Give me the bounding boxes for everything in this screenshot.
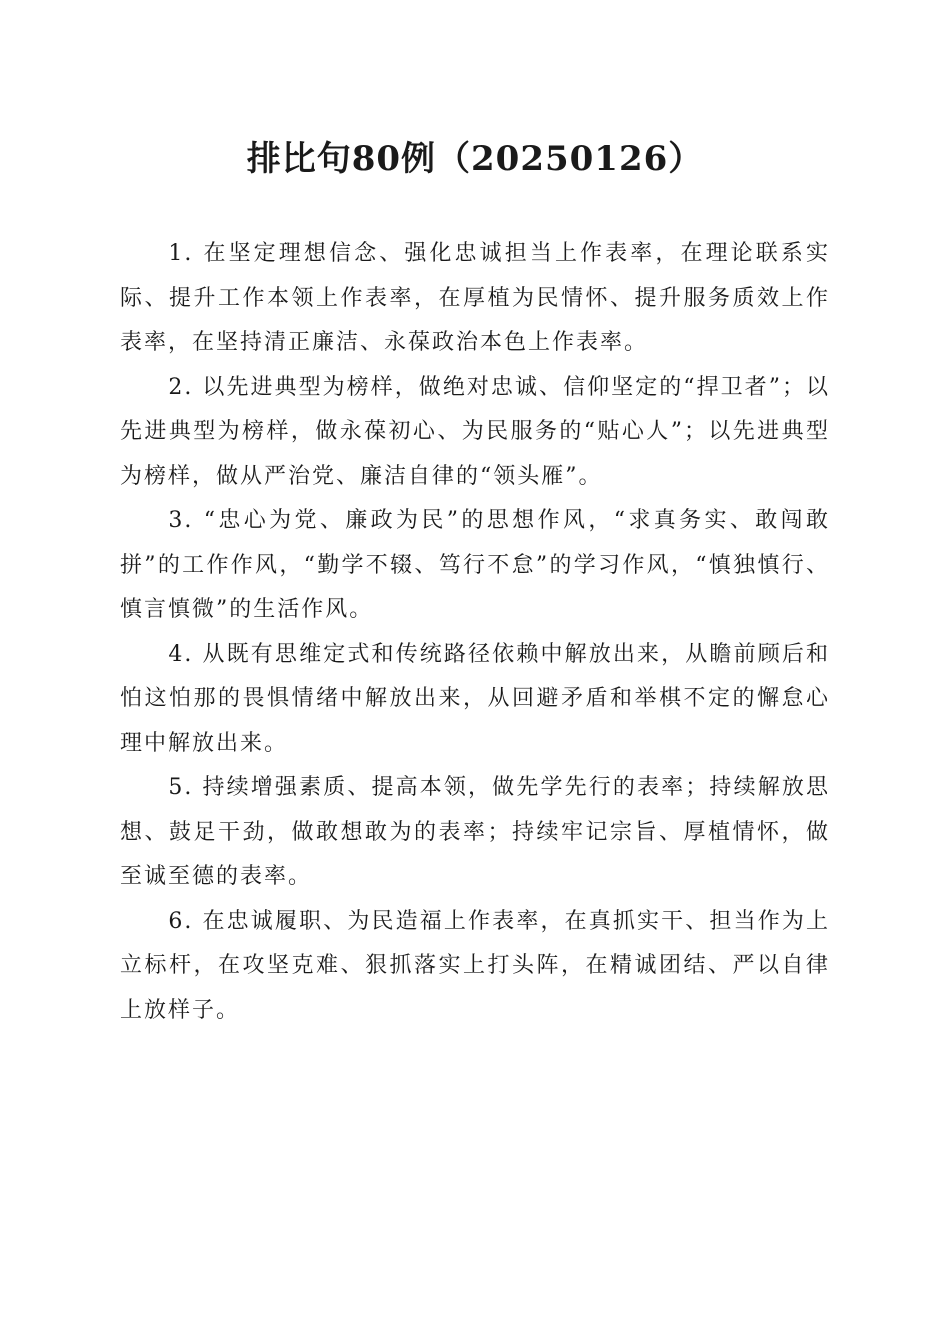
paragraph-2: 2. 以先进典型为榜样，做绝对忠诚、信仰坚定的“捍卫者”；以先进典型为榜样，做永葆初心、为民服务的“贴心人”；以先进典型为榜样，做从严治党、廉洁自律的“领头雁”。 <box>120 374 830 489</box>
paragraph-6: 6. 在忠诚履职、为民造福上作表率，在真抓实干、担当作为上立标杆，在攻坚克难、狠抓落实上打头阵，在精诚团结、严以自律上放样子。 <box>120 908 830 1023</box>
paragraph-3: 3. “忠心为党、廉政为民”的思想作风，“求真务实、敢闯敢拼”的工作作风，“勤学不辍、笃行不怠”的学习作风，“慎独慎行、慎言慎微”的生活作风。 <box>120 508 830 622</box>
paragraph-5: 5. 持续增强素质、提高本领，做先学先行的表率；持续解放思想、鼓足干劲，做敢想敢为的表率；持续牢记宗旨、厚植情怀，做至诚至德的表率。 <box>120 775 830 889</box>
document-title: 排比句80例（20250126） <box>246 139 704 179</box>
paragraph-4: 4. 从既有思维定式和传统路径依赖中解放出来，从瞻前顾后和怕这怕那的畏惧情绪中解放出来，从回避矛盾和举棋不定的懈怠心理中解放出来。 <box>120 641 830 756</box>
document-body <box>120 232 830 1033</box>
paragraph-1: 1. 在坚定理想信念、强化忠诚担当上作表率，在理论联系实际、提升工作本领上作表率，在厚植为民情怀、提升服务质效上作表率，在坚持清正廉洁、永葆政治本色上作表率。 <box>120 241 830 355</box>
